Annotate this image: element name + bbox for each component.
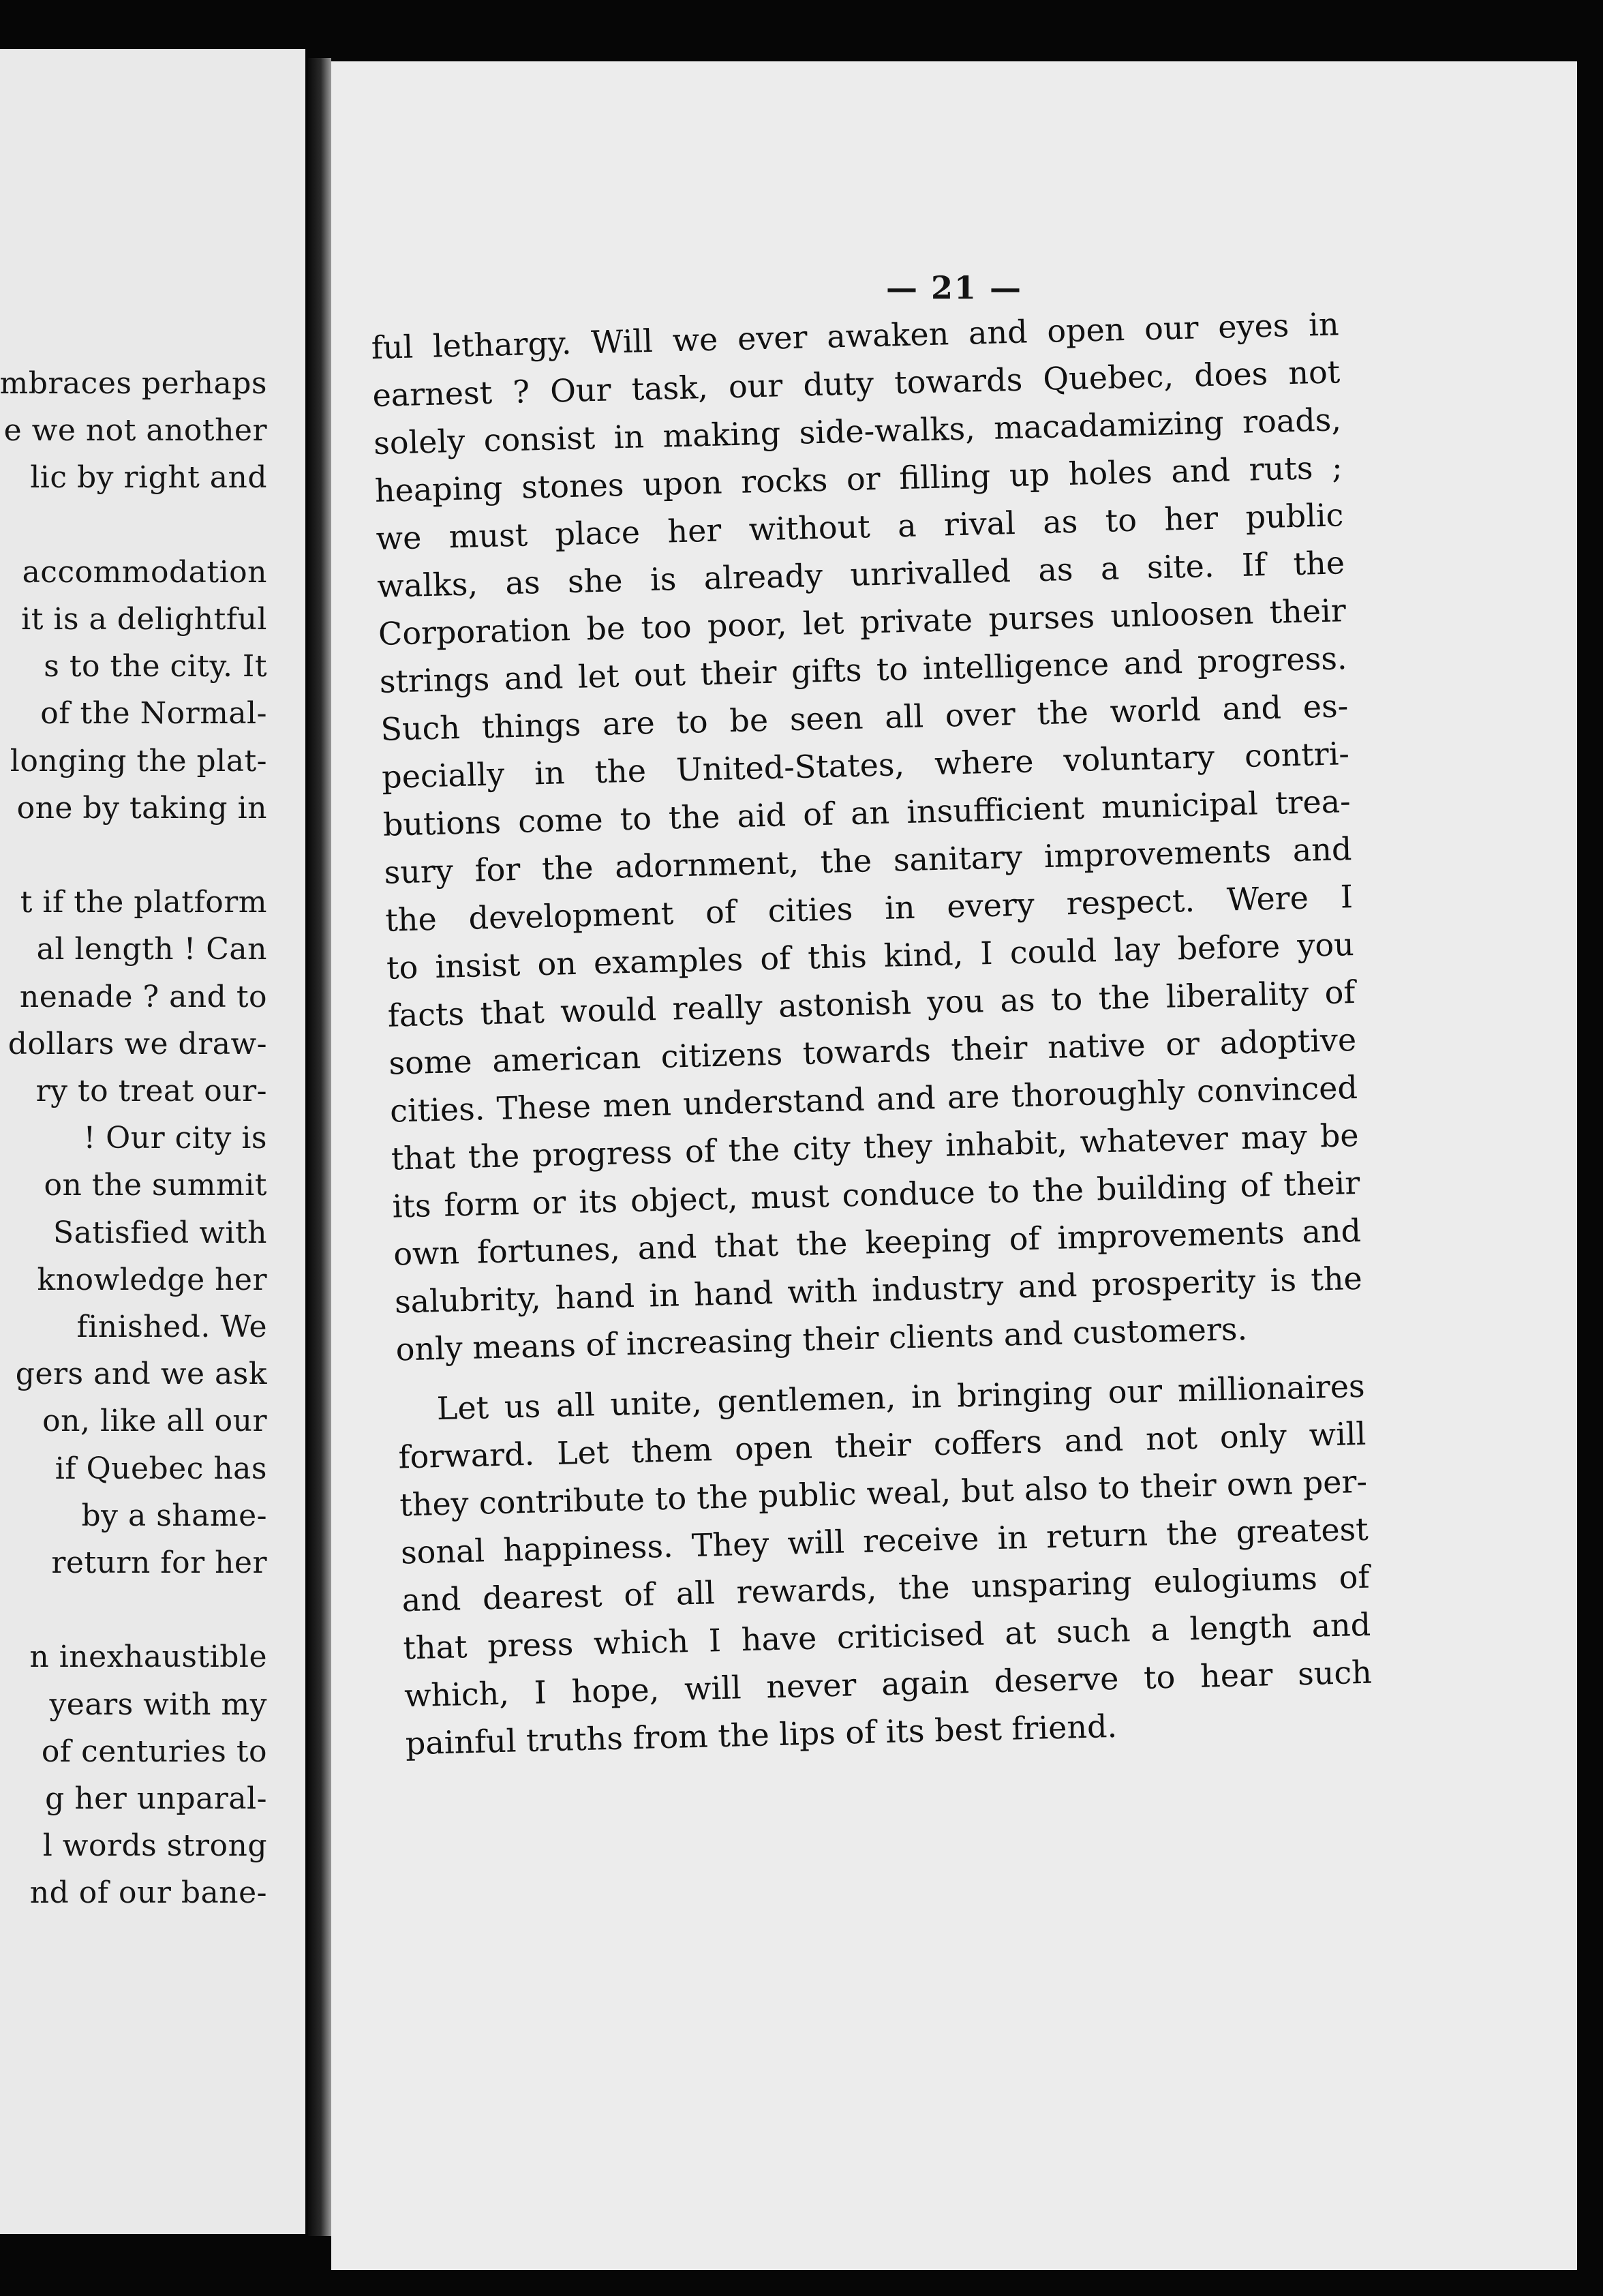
text-line: only means of increasing their clients and customers. <box>395 1310 1248 1368</box>
left-page-line: it is a delightful <box>21 602 267 637</box>
left-page-line: gers and we ask <box>15 1357 267 1392</box>
left-page-line: of centuries to <box>41 1734 267 1769</box>
text-line: Let us all unite, gentlemen, in bringing our millionaires <box>436 1367 1366 1428</box>
left-page-line: accommodation <box>22 554 267 590</box>
left-page-line: nd of our bane- <box>29 1875 267 1911</box>
left-page-line: if Quebec has <box>55 1451 267 1486</box>
left-page-line: knowledge her <box>37 1262 267 1297</box>
right-page <box>331 61 1577 2270</box>
left-page-line: of the Normal- <box>40 696 267 731</box>
text-line: which, I hope, will never again deserve to hear such <box>403 1653 1373 1715</box>
text-line: facts that would really astonish you as to the liberality of <box>387 973 1356 1034</box>
left-page-line: on the summit <box>44 1168 267 1203</box>
text-line: we must place her without a rival as to her public <box>376 496 1344 557</box>
text-line: earnest ? Our task, our duty towards Quebec, does not <box>371 353 1341 414</box>
text-line: forward. Let them open their coffers and not only will <box>397 1415 1367 1476</box>
left-page-line: ry to treat our- <box>35 1074 267 1108</box>
left-page-line: n inexhaustible <box>29 1640 267 1675</box>
text-line: and dearest of all rewards, the unsparing eulogiums of <box>401 1558 1370 1619</box>
left-page-line: al length ! Can <box>36 932 267 967</box>
left-page-line: longing the plat- <box>10 743 267 779</box>
text-line: butions come to the aid of an insufficient municipal trea- <box>382 783 1352 843</box>
left-page-line: s to the city. It <box>44 649 267 684</box>
text-line: salubrity, hand in hand with industry and prosperity is the <box>394 1259 1363 1320</box>
left-page-line: t if the platform <box>20 885 267 920</box>
left-page-line: l words strong <box>42 1828 267 1864</box>
text-line: that the progress of the city they inhabit, whatever may be <box>391 1116 1360 1177</box>
left-page-line: dollars we draw- <box>7 1026 267 1061</box>
text-line: walks, as she is already unrivalled as a site. If the <box>376 544 1345 605</box>
left-page-line: g her unparal- <box>45 1781 267 1816</box>
text-line: some american citizens towards their native or adoptive <box>388 1021 1357 1082</box>
text-line: the development of cities in every respect. Were I <box>384 878 1354 939</box>
page-number: — 21 — <box>885 269 1023 306</box>
text-line: own fortunes, and that the keeping of improvements and <box>393 1211 1362 1273</box>
text-line: its form or its object, must conduce to the building of their <box>391 1164 1360 1225</box>
left-page-line: on, like all our <box>42 1404 267 1439</box>
text-line: heaping stones upon rocks or filling up holes and ruts ; <box>374 449 1343 509</box>
left-page-line: years with my <box>49 1687 267 1722</box>
left-page-line: one by taking in <box>16 790 267 826</box>
text-line: to insist on examples of this kind, I could lay before you <box>386 926 1355 986</box>
left-page-line: finished. We <box>76 1310 267 1344</box>
left-page-line: Satisfied with <box>52 1215 267 1250</box>
text-line: Corporation be too poor, let private purses unloosen their <box>378 592 1347 652</box>
body-text <box>371 300 1373 1767</box>
text-line: sonal happiness. They will receive in return the greatest <box>400 1510 1369 1571</box>
left-page-line: mbraces perhaps <box>0 366 267 401</box>
left-page-line: return for her <box>51 1545 267 1580</box>
text-line: ful lethargy. Will we ever awaken and open our eyes in <box>371 305 1340 366</box>
text-line: that press which I have criticised at such a length and <box>402 1605 1371 1667</box>
text-line: sury for the adornment, the sanitary improvements and <box>384 830 1352 891</box>
text-line: cities. These men understand and are thoroughly convinced <box>389 1068 1358 1130</box>
text-line: painful truths from the lips of its best friend. <box>405 1707 1118 1762</box>
left-page-line: ! Our city is <box>83 1121 267 1156</box>
text-line: Such things are to be seen all over the world and es- <box>380 687 1349 748</box>
page-gutter-shadow <box>308 58 331 2236</box>
text-line: strings and let out their gifts to intelligence and progress. <box>379 639 1348 700</box>
left-page-line: by a shame- <box>81 1498 267 1533</box>
text-line: they contribute to the public weal, but also to their own per- <box>399 1462 1368 1524</box>
text-line: solely consist in making side-walks, macadamizing roads, <box>373 401 1342 462</box>
left-page-line: e we not another <box>3 413 267 449</box>
text-line: pecially in the United-States, where voluntary contri- <box>381 735 1350 796</box>
left-page-edge <box>0 49 305 2234</box>
left-page-line: lic by right and <box>30 460 267 496</box>
scan-border-right <box>1577 55 1603 2296</box>
left-page-line: nenade ? and to <box>19 979 267 1014</box>
